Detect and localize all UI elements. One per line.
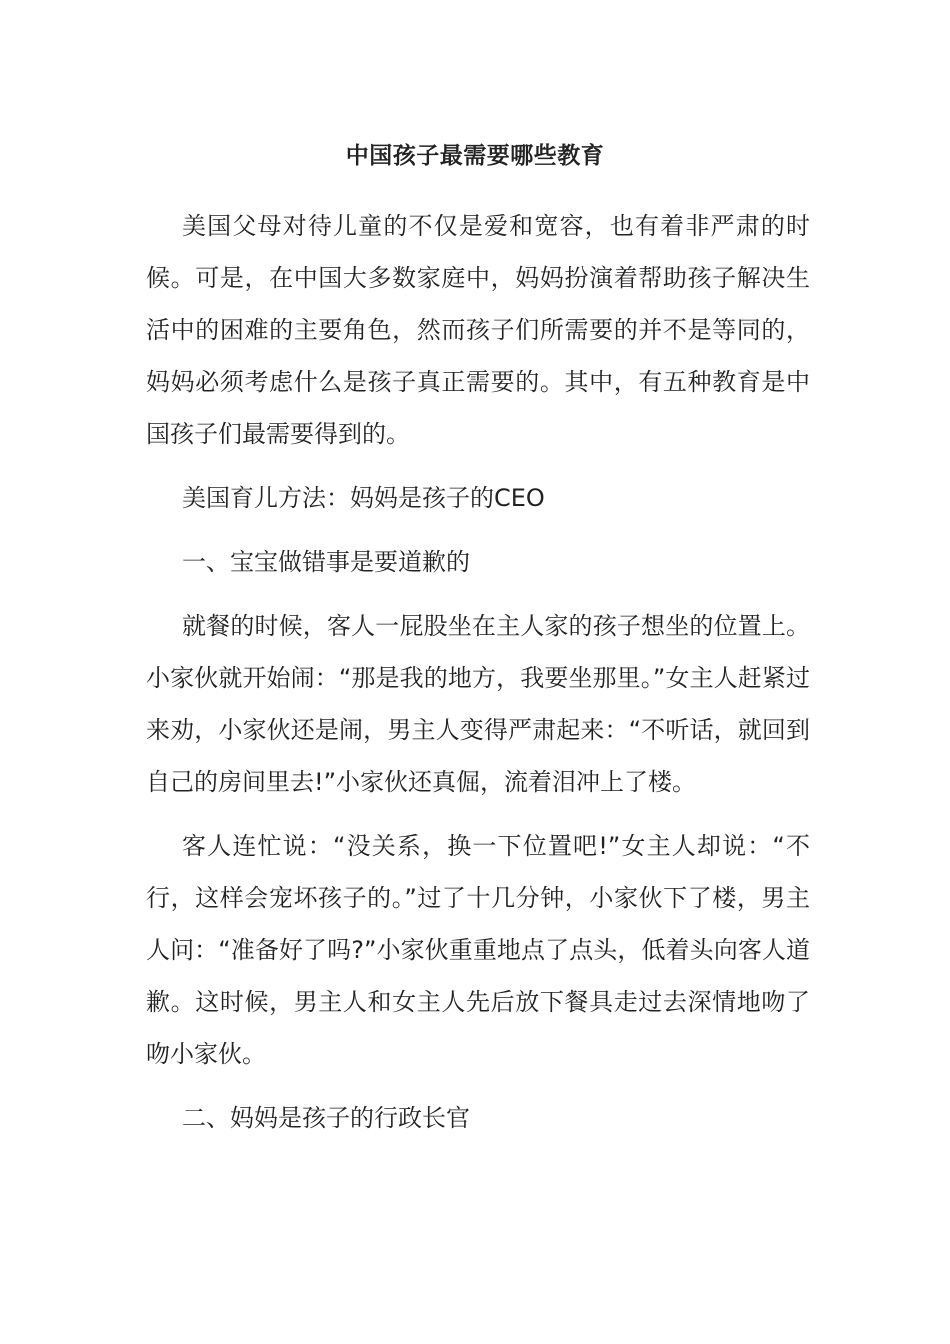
section-heading-apology: 一、宝宝做错事是要道歉的 — [182, 548, 470, 576]
paragraph-dinner-story: 就餐的时候，客人一屁股坐在主人家的孩子想坐的位置上。小家伙就开始闹：“那是我的地方，我要坐那里。”女主人赶紧过来劝，小家伙还是闹，男主人变得严肃起来：“不听话，就回到自己的房间里去!”小家伙还真倔，流着泪冲上了楼。 — [146, 612, 810, 796]
section-heading-ceo: 美国育儿方法：妈妈是孩子的CEO — [182, 484, 545, 512]
document-title: 中国孩子最需要哪些教育 — [345, 143, 605, 169]
section-heading-executive: 二、妈妈是孩子的行政长官 — [182, 1104, 470, 1132]
paragraph-intro: 美国父母对待儿童的不仅是爱和宽容，也有着非严肃的时候。可是，在中国大多数家庭中，妈妈扮演着帮助孩子解决生活中的困难的主要角色，然而孩子们所需要的并不是等同的，妈妈必须考虑什么是孩子真正需要的。其中，有五种教育是中国孩子们最需要得到的。 — [146, 212, 810, 448]
paragraph-apology-story: 客人连忙说：“没关系，换一下位置吧!”女主人却说：“不行，这样会宠坏孩子的。”过了十几分钟，小家伙下了楼，男主人问：“准备好了吗?”小家伙重重地点了点头，低着头向客人道歉。这时候，男主人和女主人先后放下餐具走过去深情地吻了吻小家伙。 — [146, 832, 810, 1068]
document-body — [146, 200, 810, 1156]
